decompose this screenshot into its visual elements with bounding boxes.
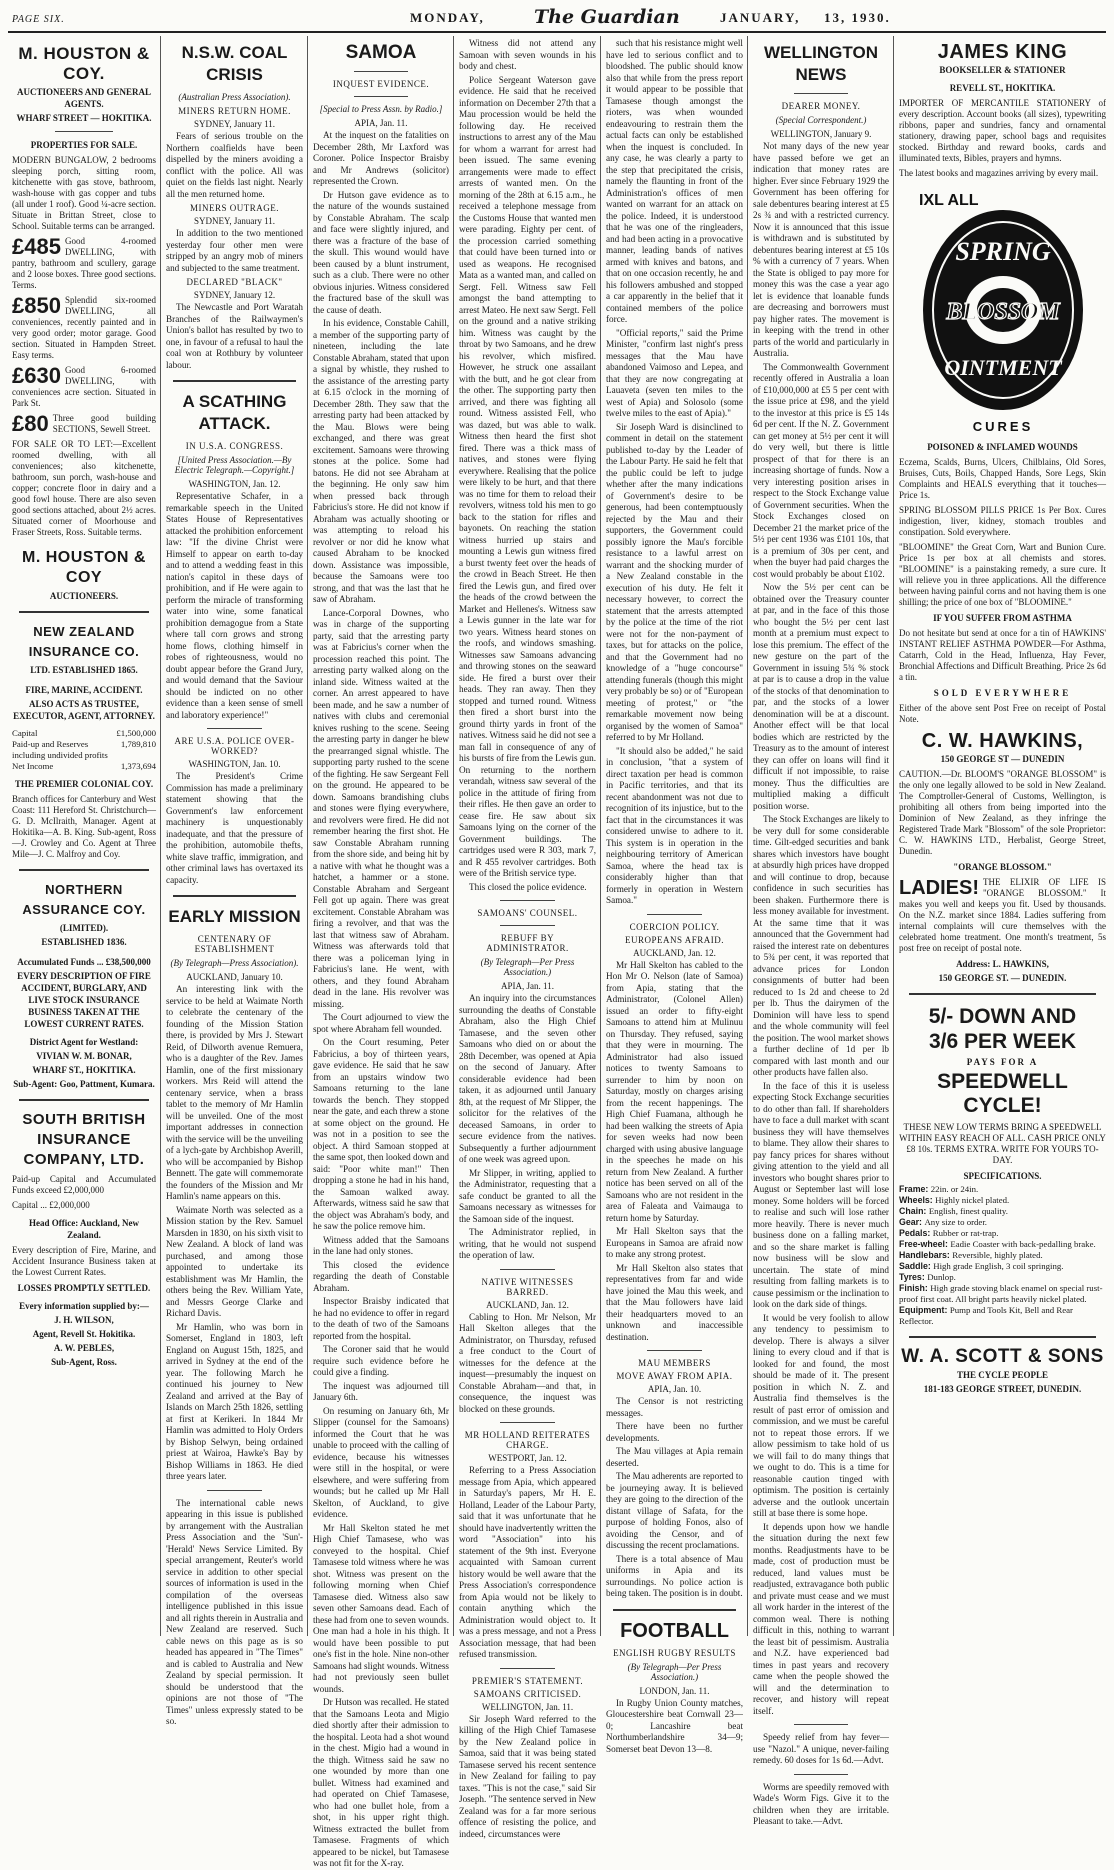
ad-northern-ltd: (LIMITED). [59,923,109,933]
column-rule [747,36,748,1636]
natives-dateline: AUCKLAND, Jan. 12. [486,1299,569,1310]
critic-dateline: WELLINGTON, Jan. 11. [481,1701,574,1712]
outrage-sub: MINERS OUTRAGE. [189,203,279,213]
rule [207,728,262,729]
spec-value: Reversible, highly plated. [952,1250,1043,1260]
rebuff-paragraph: Mr Slipper, in writing, applied to the Administrator, requesting that a safe conduct be granted to all the Samoans necessary as witnesses for the Samoan side of the inquest. [459,1167,596,1224]
spec-value: Highly nickel plated. [935,1195,1010,1205]
ad-speedwell-terms: THESE NEW LOW TERMS BRING A SPEEDWELL WITHIN EASY REACH OF ALL. CASH PRICE ONLY £8 10s. TERMS EXTRA. WRITE FOR YOURS TO-DAY. [899,1122,1106,1165]
samoa-paragraph: The Coroner said that he would require such evidence before he could give a finding. [313,1344,449,1377]
ad-asthma-text: Do not hesitate but send at once for a tin of HAWKINS' INSTANT RELIEF ASTHMA POWDER—For Asthma, Catarrh, Cold in the Head, Influenza, Hay Fever, Bronchial Affections and Difficult Breathing. Price 2s 6d a tin. [899,628,1106,682]
ad-houston-title: M. HOUSTON & COY. [18,44,150,83]
ad-james-king-sub: BOOKSELLER & STATIONER [939,65,1066,75]
samoa-paragraph: The Court adjourned to view the spot where Abraham fell wounded. [313,1012,449,1034]
ad-northern-address: WHARF ST., HOKITIKA. [32,1065,136,1075]
property-850-text: Splendid six-roomed DWELLING, all conveniences, recently painted and in very good order; motor garage. Good section. Situated in Hampden Street. Easy terms. [12,295,156,360]
rugby-paragraph: In Rugby Union County matches, Gloucestershire beat Cornwall 23—0; Lancashire beat Northumberlandshire 34—9; Somerset beat Devon 13—8. [606,1697,743,1754]
advert-nazol: Speedy relief from hay fever—use "Nazol." A unique, never-failing remedy. 60 doses for 1s 6d.—Advt. [753,1732,889,1765]
spec-label: Saddle: [899,1261,934,1271]
specifications-list [899,1184,1106,1327]
spec-value: 22in. or 24in. [930,1184,979,1194]
figure-label: Paid-up and Reserves including undivided profits [12,739,108,760]
ad-spring-blossom-pills: SPRING BLOSSOM PILLS PRICE 1s Per Box. Cures indigestion, liver, kidney, stomach troubles and constipation. Sold everywhere. [899,505,1106,537]
ad-hawkins-caution: CAUTION.—Dr. BLOOM'S "ORANGE BLOSSOM" is the only one legally allowed to be sold in New Zealand. The Comptroller-General of Customs, Wellington, is prohibiting all others from being imported into the Dominion of New Zealand, as they infringe the Registered Trade Mark "Blossom" of the sole Proprietor: C. W. HAWKINS LTD., Herbalist, George Street, Dunedin. [899,769,1106,856]
ad-northern-name: VIVIAN W. M. BONAR, [36,1051,132,1061]
continued-paragraph: "It should also be added," he said in conclusion, "that a system of direct taxation per head is common in Pacific territories, and that its recent abandonment was not due to recognition of its injustice, but to the fact that in the circumstances it was considered unwise to adhere to it. This system is in operation in the neighbouring territory of American Samoa, where the head tax is considerably higher than that formerly in operation in Western Samoa." [606,745,743,905]
spec-item [899,1217,1106,1228]
money-paragraph: It depends upon how we handle the situation during the next few months. Readjustments have to be made, cost of production must be reduced, land values must be readjusted, extravagance both public and private must cease and we must all work harder in the interest of the common weal. There is nothing difficult in this, nothing to warrant the least bit of pessimism. Australia and N.Z. have experienced bad times in past years and recovery came when the people showed the will and the determination to recover, and history will repeat itself. [753,1521,889,1716]
rule [500,1269,555,1270]
ad-sbi-wilson: J. H. WILSON, [54,1315,114,1325]
samoa-paragraph: Dr Hutson gave evidence as to the nature of the wounds sustained by Constable Abraham. The scalp and face were slightly injured, and there was a fracture of the base of the skull. This wound would have been caused by a blunt instrument, such as a club. There were no other obvious injuries. Witness considered the fractured base of the skull was the cause of death. [313,189,449,315]
ad-scott-title: W. A. SCOTT & SONS [901,1346,1104,1367]
mission-paragraph: An interesting link with the service to be held at Waimate North to celebrate the centenary of the founding of the Mission Station there, is provided by Mrs J. Stewart Reid, of Dilworth avenue Remuera, who is a daughter of the Rev. James Hamlin, one of the first missionary workers. Mrs Reid will attend the centenary service, when a brass tablet to the memory of Mr Hamlin will be unveiled. One of the most important addresses in connection with the service will be the unveiling of a lych-gate by Archbishop Averill, who will be accompanied by Bishop Bennett. The gate will commemorate the founders of the Mission and Mr Hamlin's name appears on this. [166,984,303,1201]
figure-value: 1,789,810 [120,739,156,749]
ad-per-week: 3/6 PER WEEK [928,1030,1077,1053]
outrage-dateline: SYDNEY, January 11. [194,216,275,226]
money-paragraph: The Commonwealth Government recently offered in Australia a loan of £10,000,000 at £5 5 per cent with the issue price at £98, and the yield to the investor at this price is £5 14s 6d per cent. If the N. Z. Government can get money at 5½ per cent it will do very well, but there is little prospect of that for there is an increasing shortage of funds. Now a very interesting position arises in respect to the Stock Exchange value of Government securities. When the Stock Exchanges closed on December 21 the market price of the 5½ per cent 1936 was £101 10s, that is a premium of 30s per cent, and when the buyer had paid charges the cost would probably be about £102. [753,361,889,579]
rule [909,993,1095,995]
attack-dateline: WASHINGTON, Jan. 12. [188,479,281,489]
samoa-assn: [Special to Press Assn. by Radio.] [319,104,443,114]
money-paragraph: It would be very foolish to allow any tendency to pessimism to develop. There is always a silver lining to every cloud and if that is looked for and found, the most should be made of it. The present position in which N. Z. and Australia find themselves is the result of past error of omission and commission, and we must be careful not to repeat those errors. If we allow pessimism to take hold of us we will fail to do many things that we ought to do. This is a time for reasonable caution tinged with optimism. The position is certainly adverse and the outlook uncertain still at base there is some hope. [753,1312,889,1518]
ad-houston-auctioneers: AUCTIONEERS. [49,591,119,601]
logo-ixl-text: IXL ALL [918,192,979,209]
ad-down-payment: 5/- DOWN AND [928,1005,1077,1028]
spec-label: Frame: [899,1184,931,1194]
column-rule [160,36,161,1636]
ad-nzi-figures [12,728,156,772]
attack-sub: IN U.S.A. CONGRESS. [185,441,284,451]
ad-sbi-wilson-addr: Agent, Revell St. Hokitika. [32,1329,136,1339]
headline-coal-crisis: N.S.W. COAL CRISIS [181,43,288,84]
ad-poisoned-wounds: POISONED & INFLAMED WOUNDS [927,442,1078,452]
spec-label: Pedals: [899,1228,933,1238]
ad-pays-for: PAYS FOR A [966,1057,1039,1067]
spec-label: Free-wheel: [899,1239,951,1249]
ad-sbi-capital-2: Capital ... £2,000,000 [12,1200,90,1210]
spec-item [899,1206,1106,1217]
rugby-assn: (By Telegraph—Per Press Association.) [627,1661,722,1682]
ad-sbi-losses: LOSSES PROMPTLY SETTLED. [17,1283,151,1293]
ad-sbi-peebles-addr: Sub-Agent, Ross. [51,1357,117,1367]
money-paragraph: Not many days of the new year have passed before we get an indication that money rates are higher. Ever since February 1929 the Government has been offering for sale debentures bearing interest at £5 2s ¾ and with a restricted currency. Now it is announced that this issue is withdrawn and is substituted by debentures bearing interest at £5 10s % with a currency of 7 years. When the State is obliged to pay more for money this was the case a year ago let is evidence that loanable funds are decreasing and borrowers must pay higher rates. The movement is in keeping with the trend in other parts of the world and particularly in Australia. [753,141,889,358]
spec-value: Eadie Coaster with back-pedalling brake. [950,1239,1096,1249]
column-6-wellington-news [749,38,893,1826]
masthead-day: MONDAY, [410,10,485,25]
black-paragraph: The Newcastle and Port Waratah Branches of the Railwaymen's Union's ballot has resulted by two to one, in favour of a refusal to haul the coal won at Rothbury by volunteer labour. [166,302,303,370]
spec-label: Finish: [899,1283,931,1293]
rugby-dateline: LONDON, Jan. 11. [639,1685,710,1696]
spec-item [899,1305,1106,1327]
ad-northern-title: NORTHERN ASSURANCE COY. [22,882,146,917]
mission-sub: CENTENARY OF ESTABLISHMENT [194,934,275,954]
spec-value: Pump and Tools Kit, Bell and Rear Reflector. [899,1305,1073,1326]
rebuff-paragraph: The Administrator replied, in writing, that he would not suspend the operation of law. [459,1227,596,1260]
spec-value: English, finest quality. [928,1206,1008,1216]
ad-property-630 [12,365,156,409]
money-sub: DEARER MONEY. [781,101,861,111]
mission-dateline: AUCKLAND, January 10. [186,972,283,982]
headline-early-mission: EARLY MISSION [168,907,301,926]
spec-value: Rubber or rat-trap. [932,1228,999,1238]
rule [909,1336,1095,1338]
samoa-paragraph: This closed the evidence regarding the death of Constable Abraham. [313,1259,449,1293]
premier-sub: PREMIER'S STATEMENT. [471,1675,584,1686]
samoans-counsel-sub: SAMOANS' COUNSEL. [477,908,578,918]
spec-label: Chain: [899,1206,929,1216]
rebuff-paragraph: An inquiry into the circumstances surrounding the deaths of Constable Abraham, also the High Chief Tamasese, and the seven other Samoans who died on or about the 28th December, was opened at Apia on the second of January. After considerable evidence had been taken, it as adjourned until January 8th, at the request of Mr Slipper, the solicitor for the relatives of the deceased Samoans, in order to secure evidence from the natives. Subsequently a further adjournment of one week was agreed upon. [459,993,596,1164]
column-2-news [162,38,307,1726]
ad-orange-blossom [899,877,1106,954]
spring-blossom-logo [913,185,1093,435]
spec-item [899,1283,1106,1305]
ad-property-80 [12,413,156,435]
samoa-cont-paragraph: This closed the police evidence. [469,881,587,892]
masthead-date: 13, 1930. [824,10,891,25]
coal-paragraph: Fears of serious trouble on the Northern coalfields have been dispelled by the miners avoiding a conflict with the police. All was quiet on the fields last night. Nearly all the men returned home. [166,131,303,199]
rule [500,900,555,901]
ad-northern-desc: EVERY DESCRIPTION OF FIRE ACCIDENT, BURGLARY, AND LIVE STOCK INSURANCE BUSINESS TAKEN AT THE LOWEST CURRENT RATES. [17,971,151,1029]
column-7-advertisements [895,38,1110,1634]
natives-paragraph: Cabling to Hon. Mr Nelson, Mr Hall Skelton alleges that the Administrator, on Thursday, refused a free conduct to the Court of witnesses for the defence at the inquest—presumably the inquest on Constable Abraham—and that, in consequence, the inquest was blocked on these grounds. [459,1311,596,1414]
ad-sbi-office: Head Office: Auckland, New Zealand. [29,1218,139,1240]
ad-property-485 [12,236,156,291]
black-sub: DECLARED "BLACK" [186,277,283,287]
rule [173,380,296,382]
column-4-samoa-continued [455,38,600,1839]
price-630: £630 [12,363,61,388]
europeans-paragraph: Mr Hall Skelton has cabled to the Hon Mr O. Nelson (late of Samoa) from Apia, stating that the Administrator, (Colonel Allen) issued an order to fifty-eight Samoans to attend him at Mulinuu on Thursday. They refused, saying that they were in mourning. The Administrator had also issued notices to twenty Samoans to surrender to him by noon on Saturday, mostly on charges arising from the recent happenings. The High Chief Fuamana, although he had been walking the streets of Apia for seven weeks had now been charged with using abusive language in the speeches he made on his return from New Zealand. A further notice has been served on all of the Samoans who are not resident in the area of Faleata and Vaimauga to return home by Saturday. [606,959,743,1223]
masthead-rule [8,31,1106,33]
rule [647,1350,702,1351]
move-sub: MOVE AWAY FROM APIA. [616,1371,733,1381]
properties-heading: PROPERTIES FOR SALE. [30,140,138,150]
holland-sub: MR HOLLAND REITERATES CHARGE. [464,1430,591,1450]
spec-value: High grade English, 3 coil springing. [933,1261,1064,1271]
column-rule [307,36,308,1636]
samoa-paragraph: On resuming on January 6th, Mr Slipper (counsel for the Samoans) informed the Court that he was unable to proceed with the calling of evidence, because his witnesses were still in the hospital, or were elsewhere, and were suffering from wounds; but he called up Mr Hall Skelton, of Auckland, to give evidence. [313,1405,449,1519]
critic-sub: SAMOANS CRITICISED. [473,1688,582,1699]
ad-speedwell-cycle: SPEEDWELL CYCLE! [937,1070,1068,1117]
ad-sbi-capital: Paid-up Capital and Accumulated Funds exceed £2,000,000 [12,1174,156,1195]
column-3-samoa [309,38,453,1868]
ad-bloomine: "BLOOMINE" the Great Corn, Wart and Bunion Cure. Price 1s per box at all chemists and stores. "BLOOMINE" is a painstaking remedy, a sure cure. It will relieve you in three applications. All the difference between having painful corns and not having them is one shilling; the price of one box of "BLOOMINE." [899,542,1106,607]
ad-nzi-branch: Branch offices for Canterbury and West Coast: 111 Hereford St. Christchurch—G. D. McIlraith, Manager. Agent at Hokitika—A. B. King. Sub-agent, Ross—J. Crowley and Co. Agent at Three Mile—J. C. Malfroy and Coy. [12,794,156,859]
ad-james-king-title: JAMES KING [937,41,1068,63]
column-rule [453,36,454,1636]
samoa-cont-paragraph: Police Sergeant Waterson gave evidence. He said that he received information on December 27th that a Mau procession would be held the following day. He received instructions to arrest any of the Mau for whom a warrant for arrest had been issued. The same evening arrangements were made to effect arrests of wanted men. On the morning of the 28th at 6.15 a.m., he received a telephone message from the Customs House that wanted men were parading. Eighty per cent. of the procession carried something that could have been turned into or used as weapons. He recognised Mata as a wanted man, and called on Sergt. Fell. Witness saw Fell amongst the band attempting to arrest Mateo. He next saw Sergt. Fell on the ground and a native striking him. Witness was caught by the throat by two Samoans, and he drew his revolver, which misfired. However, he struck one assailant with the butt, and he got clear from the other. The supporting party then arrived, and there was fighting all round. Witness assisted Fell, who was dazed, but was able to walk. Witness then heard the first shot fired. There was a thick mass of natives, and stones were flying everywhere. Realising that the police were likely to be hurt, and that there was no time for them to reload their revolvers, witness told his men to go back to the station for rifles and bayonets. On reaching the station witness hurried up stairs and mounting a Lewis gun witness fired a burst twenty feet over the heads of the crowd in Beach Street. He then fired the Lewis gun, and fired over the heads of the crowd between the Market and Hellenes's. Witness saw a Lewis gunner in the late war for two years. Witness heard stones on the roofs, and windows smashing. Witnesses saw Samoans advancing and throwing stones on the seaward side. He fired a burst over their heads. They ran away. Then they stopped and turned round. Witness then fired a short burst into the ground thirty yards in front of the natives. Witness said he did not see a man fall in consequence of any of his bursts of fire from the Lewis gun. On returning to the northern verandah, witness saw several of the police in the attitude of firing from their rifles. He then gave an order to cease fire. He saw about six Samoans lying on the corner of the Government buildings. The cartridges used were R 303, mark 7, and R 455 revolver cartridges. Both were of the British service type. [459,74,596,878]
police-sub: ARE U.S.A. POLICE OVER-WORKED? [174,736,295,756]
europeans-sub: EUROPEANS AFRAID. [624,934,724,945]
ad-orange-blossom-heading: "ORANGE BLOSSOM." [953,862,1052,872]
rule [500,1668,555,1669]
ad-south-british-title: SOUTH BRITISH INSURANCE COMPANY, LTD. [22,1111,146,1168]
samoa-paragraph: Mr Hall Skelton stated he met High Chief Tamasese, who was conveyed to the hospital. Chief Tamasese told witness where he was shot. Witness was present on the following morning when Chief Tamasese died. Witness also saw seven other Samoans dead. Each of these had from one to seven wounds. One man had a hole in his thigh. It would have been possible to put one's fist in the hole. Nine non-other Samoans had slight wounds. Witness had not previously seen bullet wounds. [313,1522,449,1694]
spec-item [899,1195,1106,1206]
ad-james-king-address: REVELL ST., HOKITIKA. [949,83,1056,93]
ad-northern-subagent: Sub-Agent: Goo, Pattment, Kumara. [13,1079,155,1089]
spec-label: Gear: [899,1217,925,1227]
outrage-paragraph: In addition to the two mentioned yesterday four other men were stripped by an angry mob of miners and subjected to the same treatment. [166,228,303,273]
ad-northern-agent: District Agent for Westland: [29,1037,139,1047]
rule [794,1724,848,1725]
coercion-sub: COERCION POLICY. [629,921,720,932]
samoa-paragraph: In his evidence, Constable Cahill, a member of the supporting party of nineteen, including the late Constable Abraham, stated that upon a signal by whistle, they rushed to the assistance of the arresting party at 6.15 o'clock in the morning of December 28th. They saw that the arresting party had been attacked by the Mau. Blows were being exchanged, and there was great excitement. Samoans were throwing stones at the police. Some had batons. He did not see Abraham at the beginning. He only saw him when pressed back through Fabricius's store. He did not know if Abraham was actually shooting or was attempting to reload his revolver or nor did he know what caused Abraham to be knocked down. Assistance was impossible, because the Samoans were too strong, and that was the last that he saw of Abraham. [313,318,449,604]
logo-spring-text: SPRING [954,237,1051,266]
column-5-news [602,38,747,1754]
move-paragraph: The Censor is not restricting messages. [606,1396,743,1418]
police-paragraph: The President's Crime Commission has made a preliminary statement showing that the Government's law enforcement machinery is unquestionably inadequate, and that the pressure of the prohibition, automobile thefts, white slave traffic, immigration, and other criminal laws has overtaxed its capacity. [166,771,303,885]
cable-notice: The international cable news appearing in this issue is published by arrangement with the Australian Press Association and the 'Sun'-'Herald' News Service Limited. By special arrangement, Reuter's world service in addition to other special sources of information is used in the compilation of the overseas intelligence published in this issue and all rights therein in Australia and New Zealand are reserved. Such cable news on this page as is so headed has appeared in "The Times" and is cabled to Australia and New Zealand by special permission. It should be understood that the opinions are not those of "The Times" unless expressly stated to be so. [166,1497,303,1726]
price-850: £850 [12,293,61,318]
attack-paragraph: Representative Schafer, in a remarkable speech in the United States House of Representatives attacked the prohibition enforcement law: "If the divine Christ were Himself to appear on earth to-day and to attend a wedding feast in this nation's capitol in these days of prohibition, and if He were again to perform the miracle of transforming water into wine, some fanatical prohibition demagogue from a State where tall corn grows and strong home flows, clothing himself in robes of righteousness, would no doubt appear before the Grand Jury, and would demand that the Saviour should be indicted on no other evidence than a keen sense of smell and laboratory experience!" [166,491,303,720]
rule [794,93,848,94]
figure-label: Capital [12,728,38,738]
ad-houston-address: WHARF STREET — HOKITIKA. [16,113,152,123]
money-correspondent: (Special Correspondent.) [775,115,867,125]
ad-nzi-established: LTD. ESTABLISHED 1865. [30,665,138,675]
coal-assn: (Australian Press Association). [178,92,291,102]
spec-value: High grade stoving black enamel on special rust-proof first coat. All bright parts heavily nickel plated. [899,1283,1103,1304]
rule [647,914,702,915]
ad-for-sale: FOR SALE OR TO LET:—Excellent roomed dwelling, with all conveniences; also kitchenette, bathroom, sun porch, wash-house and copper; concrete floor in dairy and a good fowl house. There are also seven good sections attached, about 2½ acres. Situated corner of Moorhouse and Fraser Streets, Ross. Suitable terms. [12,439,156,537]
samoa-paragraph: On the Court resuming, Peter Fabricius, a boy of thirteen years, gave evidence. He said that he saw from an upstairs window two Samoans returning to the lane towards the bench. They stopped near the gate, and each threw a stone at some object on the ground. He was not in a position to see the object. A third Samoan stopped at the same spot, then looked down and said: "Poor white man!" Then dropping a stone he had in his hand, the Samoan walked away. Afterwards, witness said he saw that the object was Abraham's body, and he saw the police remove him. [313,1037,450,1231]
rule [19,1099,149,1101]
ad-sold-everywhere: SOLD EVERYWHERE [933,688,1072,698]
ad-james-king-text-2: The latest books and magazines arriving by every mail. [899,168,1099,178]
spec-label: Handlebars: [899,1250,953,1260]
masthead [0,0,1114,32]
spec-value: Dunlop. [927,1272,956,1282]
ad-hawkins-title: C. W. HAWKINS, [921,730,1084,752]
spec-label: Tyres: [899,1272,928,1282]
ad-asthma-heading: IF YOU SUFFER FROM ASTHMA [933,613,1072,623]
ad-ladies: LADIES! [899,877,979,899]
ad-ob-address-2: 150 GEORGE ST. — DUNEDIN. [938,973,1067,983]
property-630-text: Good 6-roomed DWELLING, with conveniences acre section. Situated in Park St. [12,365,156,408]
ad-sbi-peebles: A. W. PEBLES, [53,1343,115,1353]
police-dateline: WASHINGTON, Jan. 10. [188,759,281,769]
rebuff-sub: REBUFF BY ADMINISTRATOR. [486,933,569,953]
move-dateline: APIA, Jan. 10. [647,1384,702,1394]
property-80-text: Three good building SECTIONS, Sewell Street. [52,413,156,434]
rebuff-assn: (By Telegraph—Per Press Association.) [480,957,575,977]
logo-ointment-text: OINTMENT [943,355,1062,380]
masthead-month: JANUARY, [720,10,801,25]
rule [19,611,149,613]
mission-paragraph: Waimate North was selected as a Mission station by the Rev. Samuel Marsden in 1830, on his sixth visit to New Zealand. A block of land was purchased, and among those appointed to undertake its establishment was Mr Hamlin, the others being the Rev. William Yate, and Messrs George Clarke and Richard Davis. [166,1204,303,1318]
samoa-paragraph: At the inquest on the fatalities on December 28th, Mr Laxford was Coroner. Police Inspector Braisby and Mr Andrews (solicitor) represented the Crown. [313,130,449,186]
money-paragraph: In the face of this it is useless expecting Stock Exchange securities to do other than fall. If shareholders have to face a dull market with scant business they will have themselves to blame. They allow their shares to pay fancy prices for shares without giving attention to the yield and all investors who bought shares prior to August or September last will lose money. Some holders will be forced to realise and such will lose rather more heavily. There is never much business done on a falling market, and so the share market is falling now business will be slow and uncertain. The state of mind resulting from falling markets is to cause pessimism or the inclination to look on the dark side of things. [753,1080,890,1309]
spec-item [899,1250,1106,1261]
samoa-paragraph: Lance-Corporal Downes, who was in charge of the supporting party, said that the arresting party was at Fabricius's corner when the procession reached this point. The arresting party walked along on the inland side. Witness waited at the corner. An arrest appeared to have been made, and he saw a number of natives with clubs and ceremonial knives rushing to the scene. Seeing the arresting party in danger he blew the prearranged signal whistle. The supporting party rushed to the scene of the fighting. He saw Sergeant Fell on the ground. He appeared to be down. Samoans brandishing clubs and stones were flying everywhere, and revolvers were fired. He did not remember hearing the first shot. He saw Constable Abraham running from the shore side, and being hit by a native with what he thought was a hatchet, a hammer or a stone. Constable Abraham and Sergeant Fell got up again. There was great excitement. Constable Abraham was firing a revolver, and that was the last that witness saw of Abraham. Witness was afterwards told that there was a policeman lying in Fabricius's lane. He went, with others, and they found Abraham dead in the lane. His revolver was missing. [313,607,449,1009]
ad-northern-est: ESTABLISHED 1836. [41,937,127,947]
critic-paragraph: Sir Joseph Ward referred to the killing of the High Chief Tamasese by the New Zealand police in Samoa, said that it was being stated Tamasese served his recent sentence in New Zealand for failing to pay taxes. "This is not the case," said Sir Joseph. "The sentence served in New Zealand was for a far more serious offence of resisting the police, and indeed, circumstances were [459,1713,596,1839]
headline-football: FOOTBALL [620,1619,729,1642]
ad-nzi-fire: FIRE, MARINE, ACCIDENT. [25,685,143,695]
advert-worm-figs: Worms are speedily removed with Wade's Worm Figs. Give it to the children when they are irritable. Pleasant to take.—Advt. [753,1781,889,1826]
ad-sbi-every: Every description of Fire, Marine, and Accident Insurance Business taken at the Lowest Current Rates. [12,1245,156,1277]
rule [354,71,408,72]
spring-blossom-emblem-icon [913,185,1093,435]
ad-houston-subtitle: AUCTIONEERS AND GENERAL AGENTS. [16,87,152,109]
continued-paragraph: such that his resistance might well have led to serious conflict and to bloodshed. The public should know also that while from the press report it would appear to be possible that Tamasese though amongst the rioters, was when wounded endeavouring to restrain them the actual facts can only be established when the inquest is concluded. In any case, he was clearly a party to the step that precipitated the crisis, namely the flaunting in front of the Administration's offices of men wanted on warrant for an attack on the police. Indeed, it is understood that he was one of the ringleaders, and had been acting in a provocative manner, leading bands of natives armed with knives and batons, and that on one occasion recently, he and his followers ambushed and stopped a car apparently in the belief that it contained members of the police force. [606,38,743,324]
rule [173,895,296,897]
headline-samoa: SAMOA [345,42,417,63]
samoa-paragraph: Inspector Braisby indicated that he had no evidence to offer in regard to the death of two of the Samoans reported from the hospital. [313,1296,449,1341]
rule [207,1490,262,1491]
move-paragraph: There have been no further developments. [606,1421,743,1443]
ad-property-850 [12,295,156,361]
move-paragraph: The Mau villages at Apia remain deserted. [606,1446,743,1468]
ad-specifications-heading: SPECIFICATIONS. [963,1171,1042,1181]
attack-assn: [United Press Association.—By Electric Telegraph.—Copyright.] [174,455,295,475]
ad-james-king-text: IMPORTER OF MERCANTILE STATIONERY of every description. Account books (all sizes), typewriting ribbons, paper and sundries, fancy and ornamental stationery, drawing paper, school bags and requisites stocked. Birthday and reward books, cards and illuminated texts, Bibles, prayers and hymns. [899,98,1106,163]
holland-dateline: WESTPORT, Jan. 12. [488,1453,567,1463]
move-paragraph: The Mau adherents are reported to be journeying away. It is believed they are going to the direction of the distant village of Safata, for the purpose of holding Fonos, also of avoiding the Censor, and of discussing the recent proclamations. [606,1471,743,1550]
figure-label: Net Income [12,761,54,771]
holland-paragraph: Referring to a Press Association message from Apia, which appeared in Saturday's papers, Mr H. E. Holland, Leader of the Labour Party, said that it was unfortunate that he should have inadvertently written the word "Association" into his statement of the 9th inst. Everyone acquainted with Samoan current history would be well aware that the Press Association's correspondence from Apia would not be likely to contain anything which the Administration would object to. It was a press message, and not a Press Association message, that had been refused transmission. [459,1465,596,1659]
ad-houston-title-2: M. HOUSTON & COY [22,549,146,586]
spec-label: Equipment: [899,1305,950,1315]
continued-paragraph: "Official reports," said the Prime Minister, "confirm last night's press messages that the Mau have abandoned Vaimoso and Lepea, and that they are now congregating at Lauaveta (seven ten miles to the west of Apia) and Solosolo (some twelve miles to the east of Apia)." [606,327,743,418]
ad-scott-sub: THE CYCLE PEOPLE [956,1370,1048,1380]
rule [19,869,149,871]
price-485: £485 [12,234,61,259]
column-rule [600,36,601,1636]
rule [354,96,408,97]
property-485-text: Good 4-roomed DWELLING, with pantry, bathroom and scullery, garage and 2 loose boxes. Three good sections. Terms. [12,236,156,290]
newspaper-title: The Guardian [534,6,680,28]
spec-value: Any size to order. [924,1217,987,1227]
headline-scathing-attack: A SCATHING ATTACK. [182,392,287,433]
ad-ob-address: Address: L. HAWKINS, [956,959,1049,969]
ad-bungalow: MODERN BUNGALOW, 2 bedrooms sleeping porch, sitting room, kitchenette with gas stove, bathroom, wash-house with gas copper and tubs (all under 1 roof). Good ¼-acre section. Situate in Brittan Street, close to School. Suitable terms can be arranged. [12,155,156,231]
money-dateline: WELLINGTON, January 9. [770,129,872,139]
spec-item [899,1228,1106,1239]
ad-northern-funds: Accumulated Funds ... £38,500,000 [17,957,151,967]
money-paragraph: The Stock Exchanges are likely to be very dull for some considerable time. Gilt-edged securities and bank shares which investors have bought at absurdly high prices have dropped and will continue to drop, because confidence in such securities has been shaken. Furthermore there is less money available for investment. At the same time that it was announced that the Government had raised the interest rate on debentures to 5¾ per cent, it was reported that advance prices for London consignments of butter had been reduced to 1s 2d and cheese to 2d per lb. Thus the dairymen of the Dominion will have less to spend and the whole community will feel the position. The wool market shows a further decline of 1d per lb compared with last month and our other products have fallen also. [753,814,889,1077]
mission-paragraph: Mr Hamlin, who was born in Somerset, England in 1803, left England on August 15th, 1825, and arrived in Sydney at the end of the year. The following March he continued his journey to New Zealand and arrived at the Bay of Islands on March 25th 1826, settling at first at Kerikeri. In 1844 Mr Hamlin was admitted to Holy Orders by Bishop Selwyn, being ordained priest at Wairoa, Hawke's Bay by Bishop Williams in 1863. He died three years later. [166,1321,303,1481]
samoa-sub: INQUEST EVIDENCE. [332,79,430,89]
spec-item [899,1239,1106,1250]
spec-item [899,1261,1106,1272]
figure-value: £1,500,000 [116,728,156,738]
money-paragraph: Now the 5½ per cent can be obtained over the Treasury counter at par, and in the face of this those who bought the 5½ per cent last month at a premium must expect to lose this premium. The effect of the new gesture on the part of the Government in issuing 5¾ % stock at par is to cause a drop in the value of the stocks of that denomination to par, and the stocks of a lower denomination will be at a discount. Another effect will be that local bodies which are restricted by the Treasury as to the amount of interest they can offer on loans will find it difficult if not impossible, to raise money. Thus the difficulties are multiplied making a difficult position worse. [753,582,889,811]
europeans-paragraph: Mr Hall Skelton says that the Europeans in Samoa are afraid now to make any strong protest. [606,1226,743,1259]
figure-row [12,761,156,772]
ad-post-free: Either of the above sent Post Free on receipt of Postal Note. [899,703,1106,724]
spec-label: Wheels: [899,1195,936,1205]
rugby-sub: ENGLISH RUGBY RESULTS [613,1647,736,1658]
natives-sub: NATIVE WITNESSES BARRED. [481,1276,574,1297]
continued-paragraph: Sir Joseph Ward is disinclined to comment in detail on the statement published to-day by the Leader of the Labour Party. He said he felt that the public could be left to judge whether after the many indications of Government's desire to be generous, had been contemptuously rejected by the Mau and their supporters, the Government could possibly ignore the Mau's forcible resistance to a lawful arrest on warrant and the shocking murder of a New Zealand constable in the execution of his duty. He felt it necessary however, to correct the statement that the arrests attempted by the police at the time of the riot were not for the non-payment of taxes, but for attacks on the police, and that the Government had no knowledge of a "huge concourse" attending funerals (though this might very probably be so) or of "European meeting of protest," or "the remarkable movement now being organised by the women of Samoa" referred to by Mr Holland. [606,421,743,742]
spec-item [899,1184,1106,1195]
ad-sbi-info: Every information supplied by:— [19,1301,149,1311]
samoa-dateline: APIA, Jan. 11. [354,118,408,128]
ad-spring-blossom-text: Eczema, Scalds, Burns, Ulcers, Chilblains, Old Sores, Bruises, Cuts, Boils, Chapped Hands, Sore Legs, Skin Complaints and HEALS everything that it touches—Price 1s. [899,457,1106,500]
samoa-paragraph: Witness added that the Samoans in the lane had only stones. [313,1234,449,1256]
ad-nzi-acts: ALSO ACTS AS TRUSTEE, EXECUTOR, AGENT, ATTORNEY. [13,699,155,721]
move-paragraph: There is a total absence of Mau uniforms in Apia and its surroundings. No police action is being taken. The position is in doubt. [606,1553,743,1598]
coal-dateline: SYDNEY, January 11. [194,119,275,129]
samoa-paragraph: The inquest was adjourned till January 6th. [313,1380,449,1402]
mission-assn: (By Telegraph—Press Association). [170,958,299,968]
ad-scott-address: 181-183 GEORGE STREET, DUNEDIN. [923,1384,1082,1394]
europeans-dateline: AUCKLAND, Jan. 12. [633,947,716,958]
europeans-paragraph: Mr Hall Skelton also states that representatives from far and wide have joined the Mau this week, and that the Mau followers have laid their headquarters moved to an unknown and inaccessible destination. [606,1262,743,1342]
figure-value: 1,373,694 [120,761,156,771]
page-number: PAGE SIX. [12,14,65,25]
logo-blossom-text: BLOSSOM [945,299,1060,325]
column-1-advertisements [8,38,160,1634]
column-rule [893,36,894,1636]
rule [500,1422,555,1423]
headline-wellington-news: WELLINGTON NEWS [764,43,878,84]
coal-sub: MINERS RETURN HOME. [178,106,291,116]
ad-nzi-colonial: THE PREMIER COLONIAL COY. [14,779,154,789]
rule [794,1774,848,1775]
figure-row [12,739,156,761]
ad-hawkins-address: 150 GEORGE ST — DUNEDIN [940,754,1065,764]
rule [55,131,113,132]
spec-item [899,1272,1106,1283]
black-dateline: SYDNEY, January 12. [193,290,276,300]
samoa-cont-paragraph: Witness did not attend any Samoan with seven wounds in his body and chest. [459,38,596,71]
price-80: £80 [12,411,49,436]
mau-sub: MAU MEMBERS [638,1358,711,1368]
rule [613,1609,736,1611]
figure-row [12,728,156,739]
ad-orange-blossom-text: THE ELIXIR OF LIFE IS "ORANGE BLOSSOM." It makes you well and keeps you fit. Used by thousands. On the N.Z. market since 1884. Ladies suffering from internal complaints will cure themselves with the celebrated home treatment. One month's treatment, 5s post free on receipt of postal note. [899,877,1106,953]
logo-cures-text: CURES [972,419,1033,434]
rebuff-dateline: APIA, Jan. 11. [501,981,554,991]
samoa-paragraph: Dr Hutson was recalled. He stated that the Samoans Leota and Migio died shortly after their admission to the hospital. Leota had a shot wound in the chest. Migio had a wound in the thigh. Witness said he saw no one wounded by more than one bullet. Witness had examined and had operated on Chief Tamasese, who had one bullet hole, from a shot, in his upper right thigh. Witness extracted the bullet from Tamasese. Fragments of which appeared to be nickel, but Tamasese was not fit for the X-ray. [313,1697,449,1868]
ad-nzi-title: NEW ZEALAND INSURANCE CO. [28,624,140,659]
rule [500,925,555,926]
